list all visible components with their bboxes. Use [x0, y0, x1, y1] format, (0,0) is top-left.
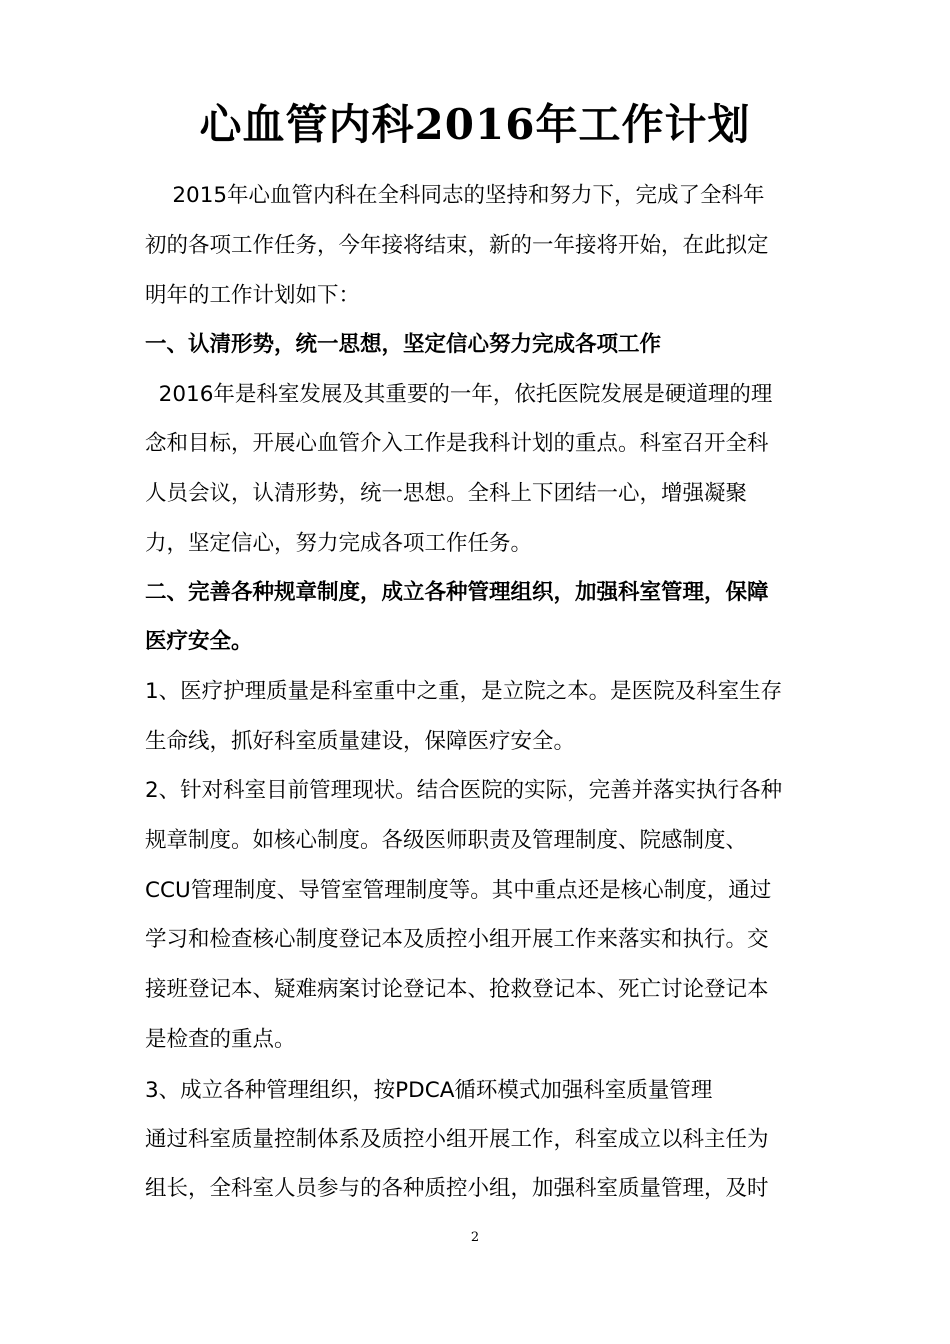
- paragraph-line: CCU管理制度、导管室管理制度等。其中重点还是核心制度，通过: [145, 878, 772, 903]
- paragraph-line: 人员会议，认清形势，统一思想。全科上下团结一心，增强凝聚: [145, 481, 748, 506]
- paragraph-line: 规章制度。如核心制度。各级医师职责及管理制度、院感制度、: [145, 828, 748, 853]
- paragraph-line: 2016年是科室发展及其重要的一年，依托医院发展是硬道理的理: [145, 382, 773, 407]
- paragraph-line: 明年的工作计划如下：: [145, 283, 361, 308]
- paragraph-line: 学习和检查核心制度登记本及质控小组开展工作来落实和执行。交: [145, 927, 769, 952]
- section-heading: 一、认清形势，统一思想，坚定信心努力完成各项工作: [145, 332, 662, 357]
- paragraph-line: 通过科室质量控制体系及质控小组开展工作，科室成立以科主任为: [145, 1127, 769, 1152]
- paragraph-line: 1、医疗护理质量是科室重中之重，是立院之本。是医院及科室生存: [145, 679, 783, 704]
- page-number: 2: [470, 1230, 480, 1245]
- paragraph-line: 是检查的重点。: [145, 1027, 296, 1052]
- paragraph-line: 2015年心血管内科在全科同志的坚持和努力下，完成了全科年: [145, 183, 765, 208]
- paragraph-line: 初的各项工作任务，今年接将结束，新的一年接将开始，在此拟定: [145, 233, 769, 258]
- paragraph-line: 念和目标，开展心血管介入工作是我科计划的重点。科室召开全科: [145, 431, 769, 456]
- paragraph-line: 2、针对科室目前管理现状。结合医院的实际，完善并落实执行各种: [145, 778, 783, 803]
- paragraph-line: 生命线，抓好科室质量建设，保障医疗安全。: [145, 729, 576, 754]
- paragraph-line: 力，坚定信心，努力完成各项工作任务。: [145, 531, 533, 556]
- page-title: 心血管内科2016年工作计划: [199, 100, 751, 149]
- paragraph-line: 组长，全科室人员参与的各种质控小组，加强科室质量管理，及时: [145, 1176, 769, 1201]
- paragraph-line: 接班登记本、疑难病案讨论登记本、抢救登记本、死亡讨论登记本: [145, 977, 769, 1002]
- paragraph-line: 3、成立各种管理组织，按PDCA循环模式加强科室质量管理: [145, 1078, 713, 1103]
- section-heading: 医疗安全。: [145, 629, 253, 654]
- section-heading: 二、完善各种规章制度，成立各种管理组织，加强科室管理，保障: [145, 580, 769, 605]
